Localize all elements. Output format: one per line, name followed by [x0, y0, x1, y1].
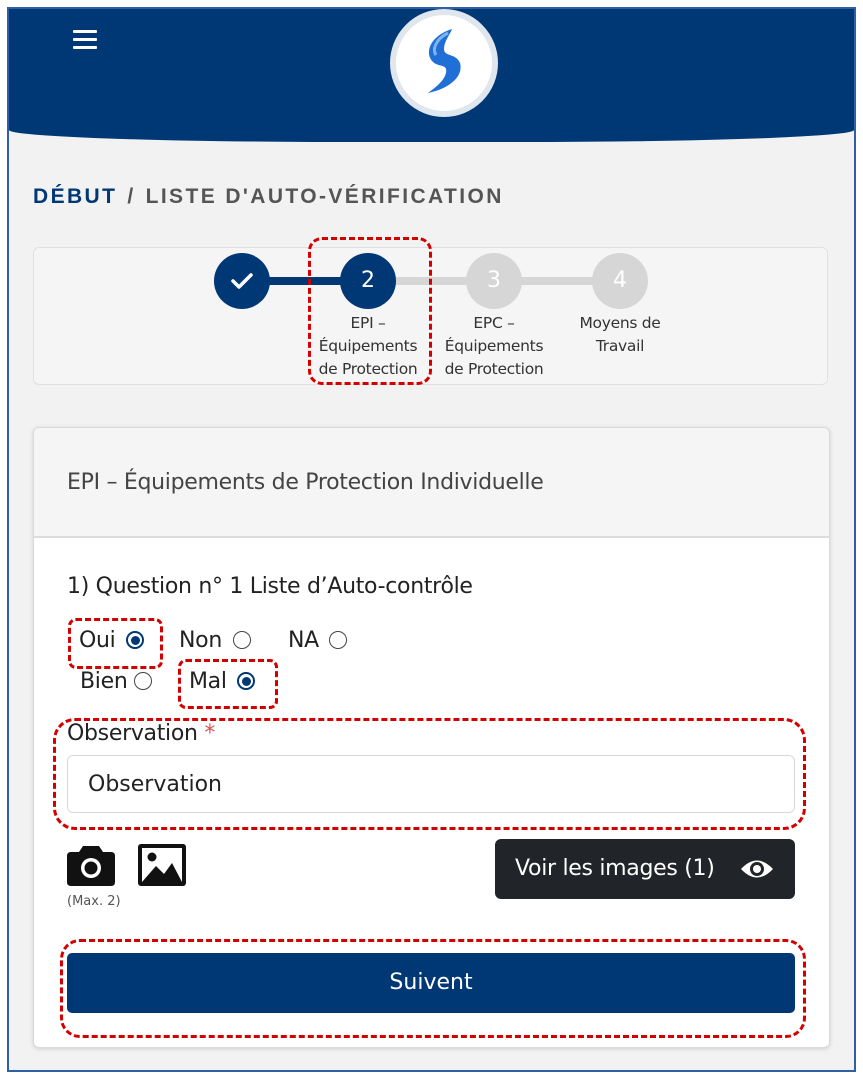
step-4-label: Moyens de Travail [579, 314, 661, 355]
max-images-note: (Max. 2) [67, 894, 121, 909]
option-bien-radio[interactable] [134, 672, 152, 690]
camera-icon[interactable] [67, 844, 115, 891]
eye-icon [739, 856, 775, 882]
option-oui-radio[interactable] [126, 631, 144, 649]
option-bien-label[interactable]: Bien [80, 669, 128, 694]
required-mark: * [204, 721, 216, 746]
option-non-label[interactable]: Non [179, 628, 222, 653]
step-2-label: EPI – Équipements de Protection [318, 314, 418, 378]
breadcrumb-separator: / [127, 185, 136, 208]
view-images-label: Voir les images (1) [515, 856, 715, 881]
option-na-radio[interactable] [329, 631, 347, 649]
step-2-circle[interactable]: 2 [340, 253, 396, 309]
breadcrumb-home-link[interactable]: DÉBUT [33, 185, 118, 208]
step-1-check-icon[interactable] [214, 253, 270, 309]
form-card [33, 427, 830, 1048]
observation-input[interactable] [67, 755, 795, 813]
step-3-circle[interactable]: 3 [466, 253, 522, 309]
question-text: 1) Question n° 1 Liste d’Auto-contrôle [67, 574, 473, 599]
option-mal-label[interactable]: Mal [189, 669, 227, 694]
app-frame [7, 7, 856, 1072]
brand-logo-icon[interactable] [390, 9, 498, 117]
next-button[interactable]: Suivent [67, 953, 795, 1013]
observation-label: Observation * [67, 721, 216, 746]
option-mal-radio[interactable] [237, 672, 255, 690]
view-images-button[interactable] [495, 839, 795, 899]
option-non-radio[interactable] [233, 631, 251, 649]
breadcrumb-current: LISTE D'AUTO-VÉRIFICATION [145, 185, 504, 208]
step-3-label: EPC – Équipements de Protection [444, 314, 544, 378]
hamburger-menu-icon[interactable] [73, 30, 97, 50]
option-oui-label[interactable]: Oui [79, 628, 116, 653]
option-na-label[interactable]: NA [288, 628, 319, 653]
card-title: EPI – Équipements de Protection Individuelle [67, 470, 544, 495]
step-4-circle[interactable]: 4 [592, 253, 648, 309]
breadcrumb [33, 185, 504, 209]
image-icon[interactable] [138, 844, 186, 891]
card-header [34, 428, 829, 538]
progress-stepper [33, 247, 828, 385]
top-bar [9, 9, 854, 142]
